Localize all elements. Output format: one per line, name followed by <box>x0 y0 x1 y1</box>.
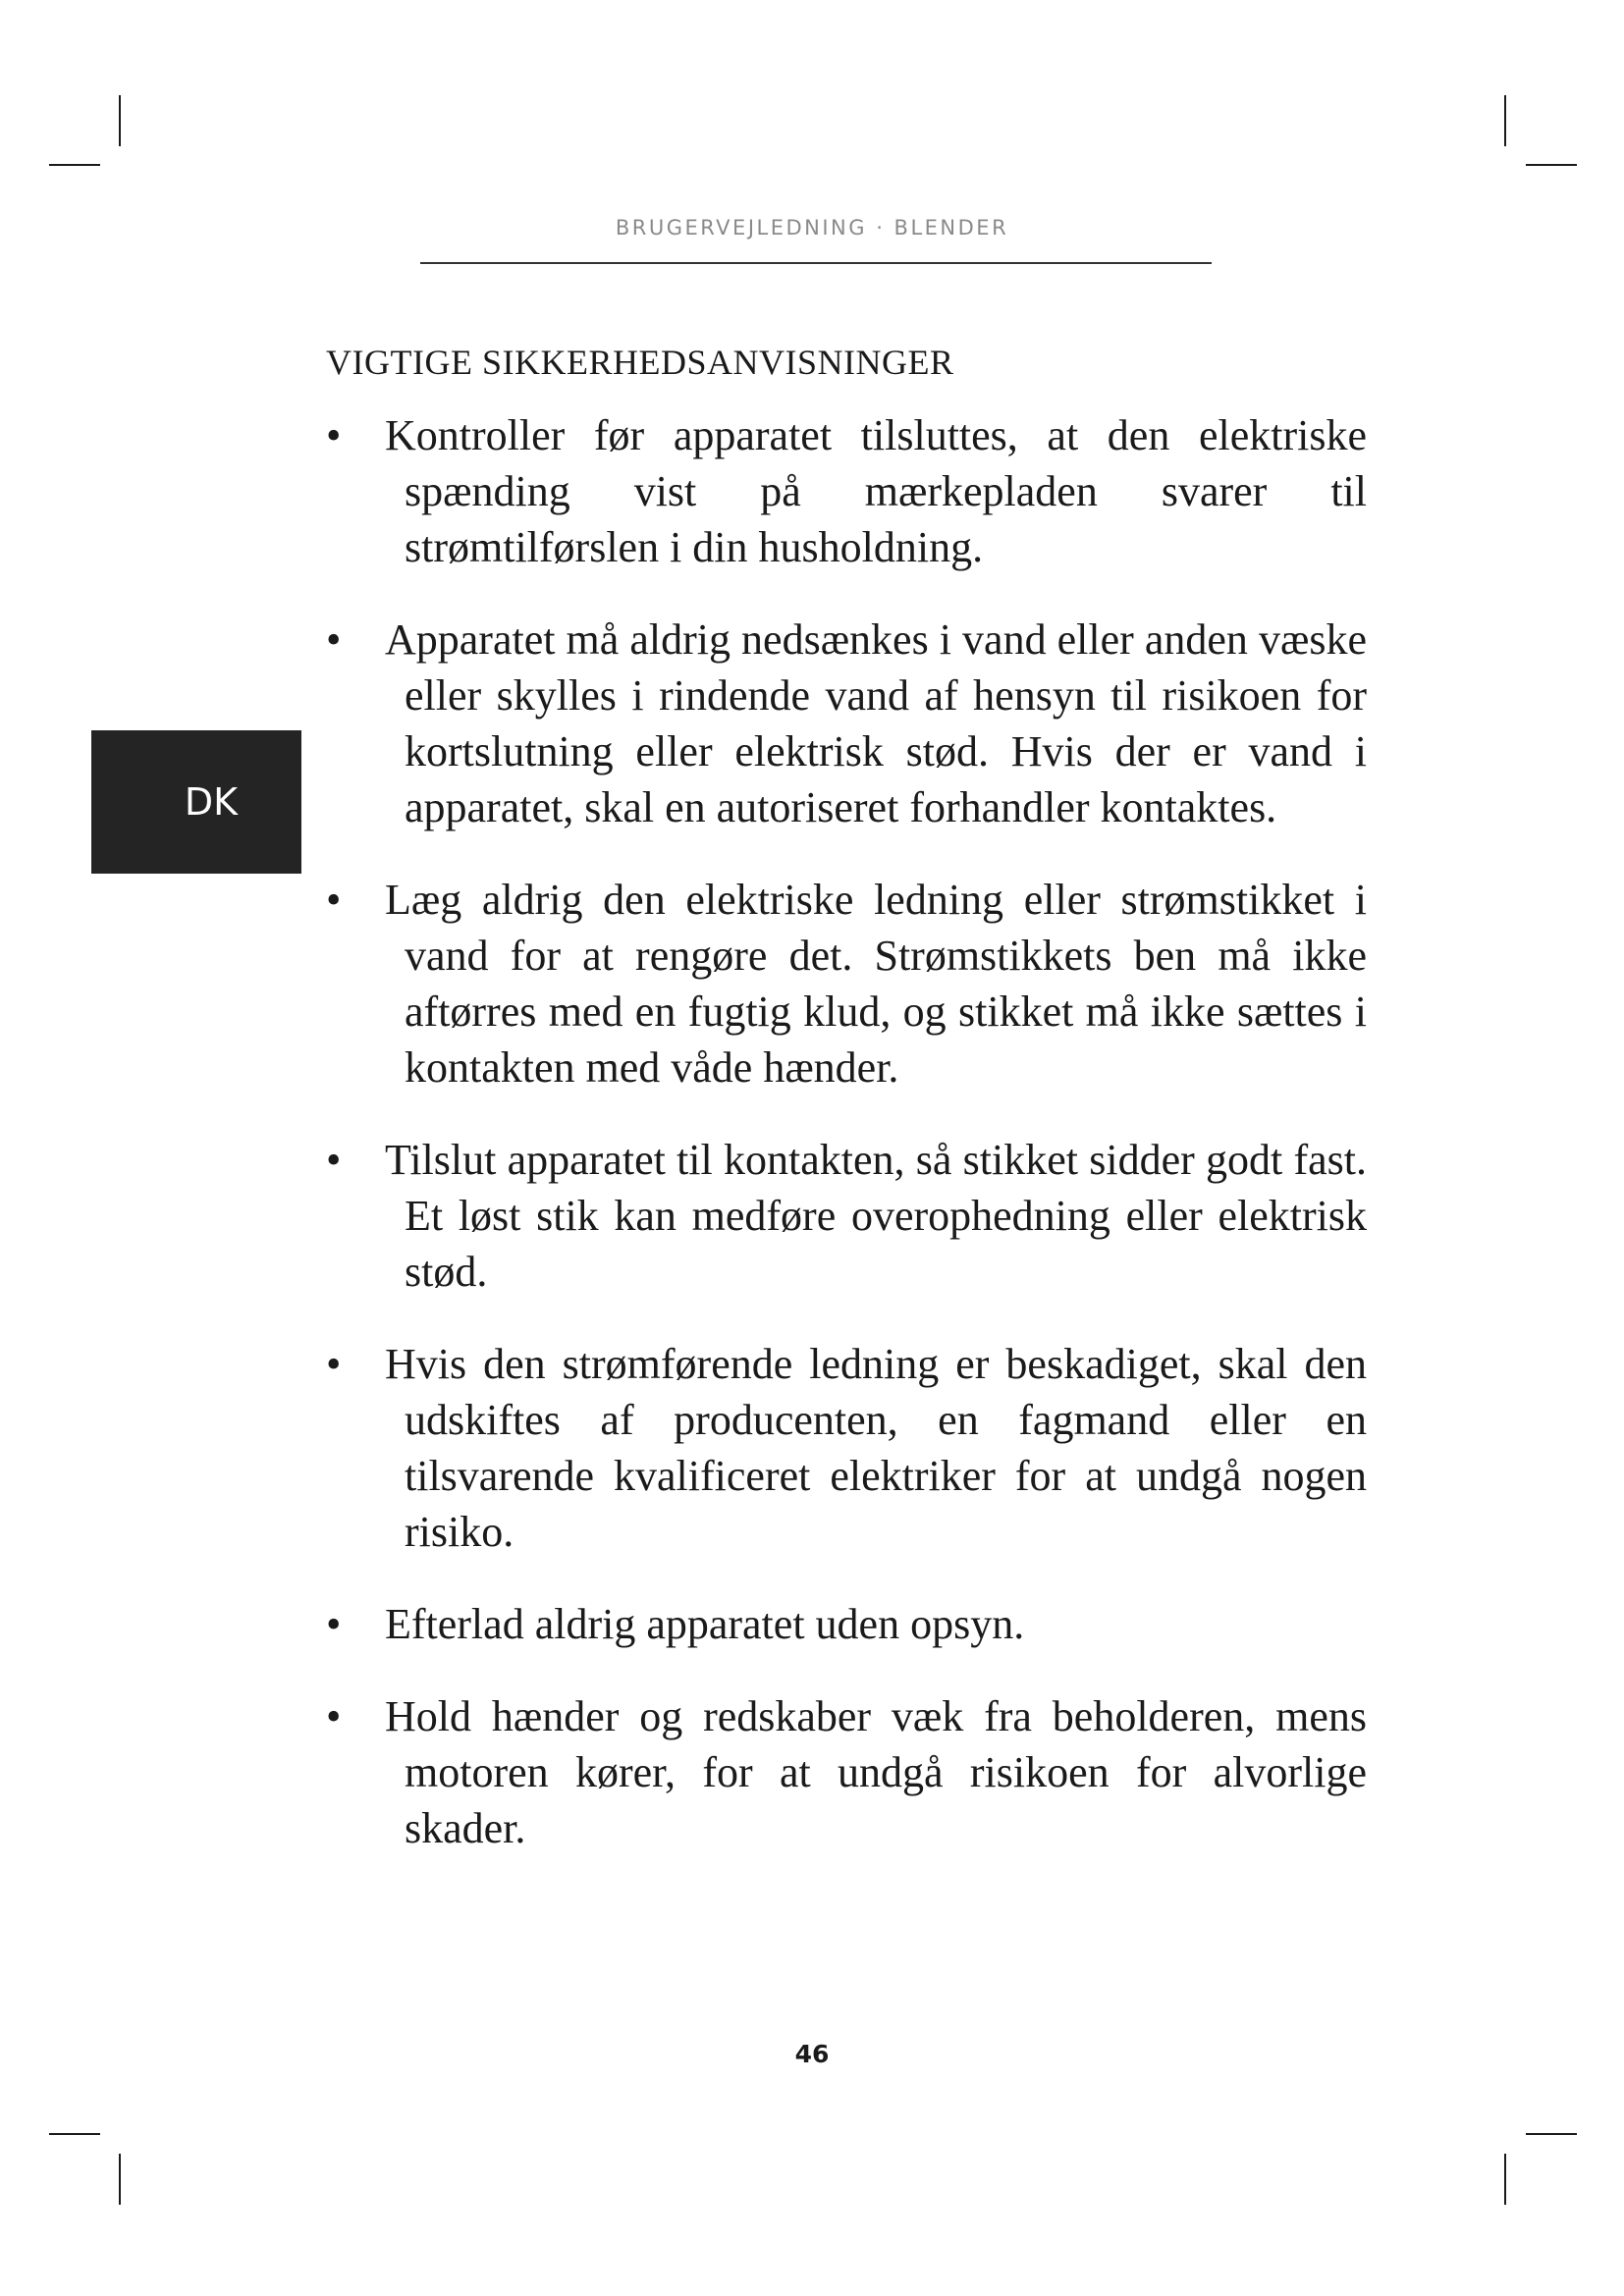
crop-mark-bottom-left-vertical <box>119 2154 121 2205</box>
list-item-text: Efterlad aldrig apparatet uden opsyn. <box>385 1600 1025 1648</box>
bullet-icon: • <box>326 615 342 664</box>
list-item <box>326 1688 1367 1856</box>
bullet-icon: • <box>326 1600 342 1648</box>
list-item-text: Hold hænder og redskaber væk fra beholderen, mens motoren kører, for at undgå risikoen for alvorlige skader. <box>385 1692 1367 1852</box>
list-item <box>326 612 1367 835</box>
list-item <box>326 1596 1367 1652</box>
bullet-icon: • <box>326 1692 342 1740</box>
list-item-text: Apparatet må aldrig nedsænkes i vand eller anden væske eller skylles i rindende vand af hensyn til risikoen for kortslutning eller elektrisk stød. Hvis der er vand i apparatet, skal en autoriseret forhandler kontaktes. <box>385 615 1367 831</box>
crop-mark-top-right-horizontal <box>1526 164 1577 166</box>
crop-mark-bottom-left-horizontal <box>49 2133 100 2135</box>
list-item-text: Hvis den strømførende ledning er beskadiget, skal den udskiftes af producenten, en fagmand eller en tilsvarende kvalificeret elektriker for at undgå nogen risiko. <box>385 1340 1367 1556</box>
header-rule <box>420 262 1212 264</box>
crop-mark-top-left-vertical <box>119 95 121 146</box>
crop-mark-bottom-right-horizontal <box>1526 2133 1577 2135</box>
section-title: VIGTIGE SIKKERHEDSANVISNINGER <box>326 343 954 382</box>
safety-instructions-list <box>326 407 1367 1893</box>
crop-mark-top-right-vertical <box>1504 95 1506 146</box>
bullet-icon: • <box>326 1136 342 1184</box>
language-tab-label: DK <box>184 780 239 824</box>
bullet-icon: • <box>326 411 342 459</box>
list-item-text: Tilslut apparatet til kontakten, så stikket sidder godt fast. Et løst stik kan medføre overophedning eller elektrisk stød. <box>385 1136 1367 1296</box>
running-header: BRUGERVEJLEDNING · BLENDER <box>615 216 1009 240</box>
bullet-icon: • <box>326 1340 342 1388</box>
list-item <box>326 1336 1367 1560</box>
crop-mark-bottom-right-vertical <box>1504 2154 1506 2205</box>
list-item-text: Læg aldrig den elektriske ledning eller strømstikket i vand for at rengøre det. Strømstikkets ben må ikke aftørres med en fugtig klud, og stikket må ikke sættes i kontakten med våde hænder. <box>385 876 1367 1092</box>
page-number: 46 <box>794 2040 830 2068</box>
list-item <box>326 872 1367 1095</box>
bullet-icon: • <box>326 876 342 924</box>
language-tab <box>91 730 301 874</box>
list-item-text: Kontroller før apparatet tilsluttes, at den elektriske spænding vist på mærkepladen svarer til strømtilførslen i din husholdning. <box>385 411 1367 571</box>
list-item <box>326 1132 1367 1300</box>
list-item <box>326 407 1367 575</box>
crop-mark-top-left-horizontal <box>49 164 100 166</box>
